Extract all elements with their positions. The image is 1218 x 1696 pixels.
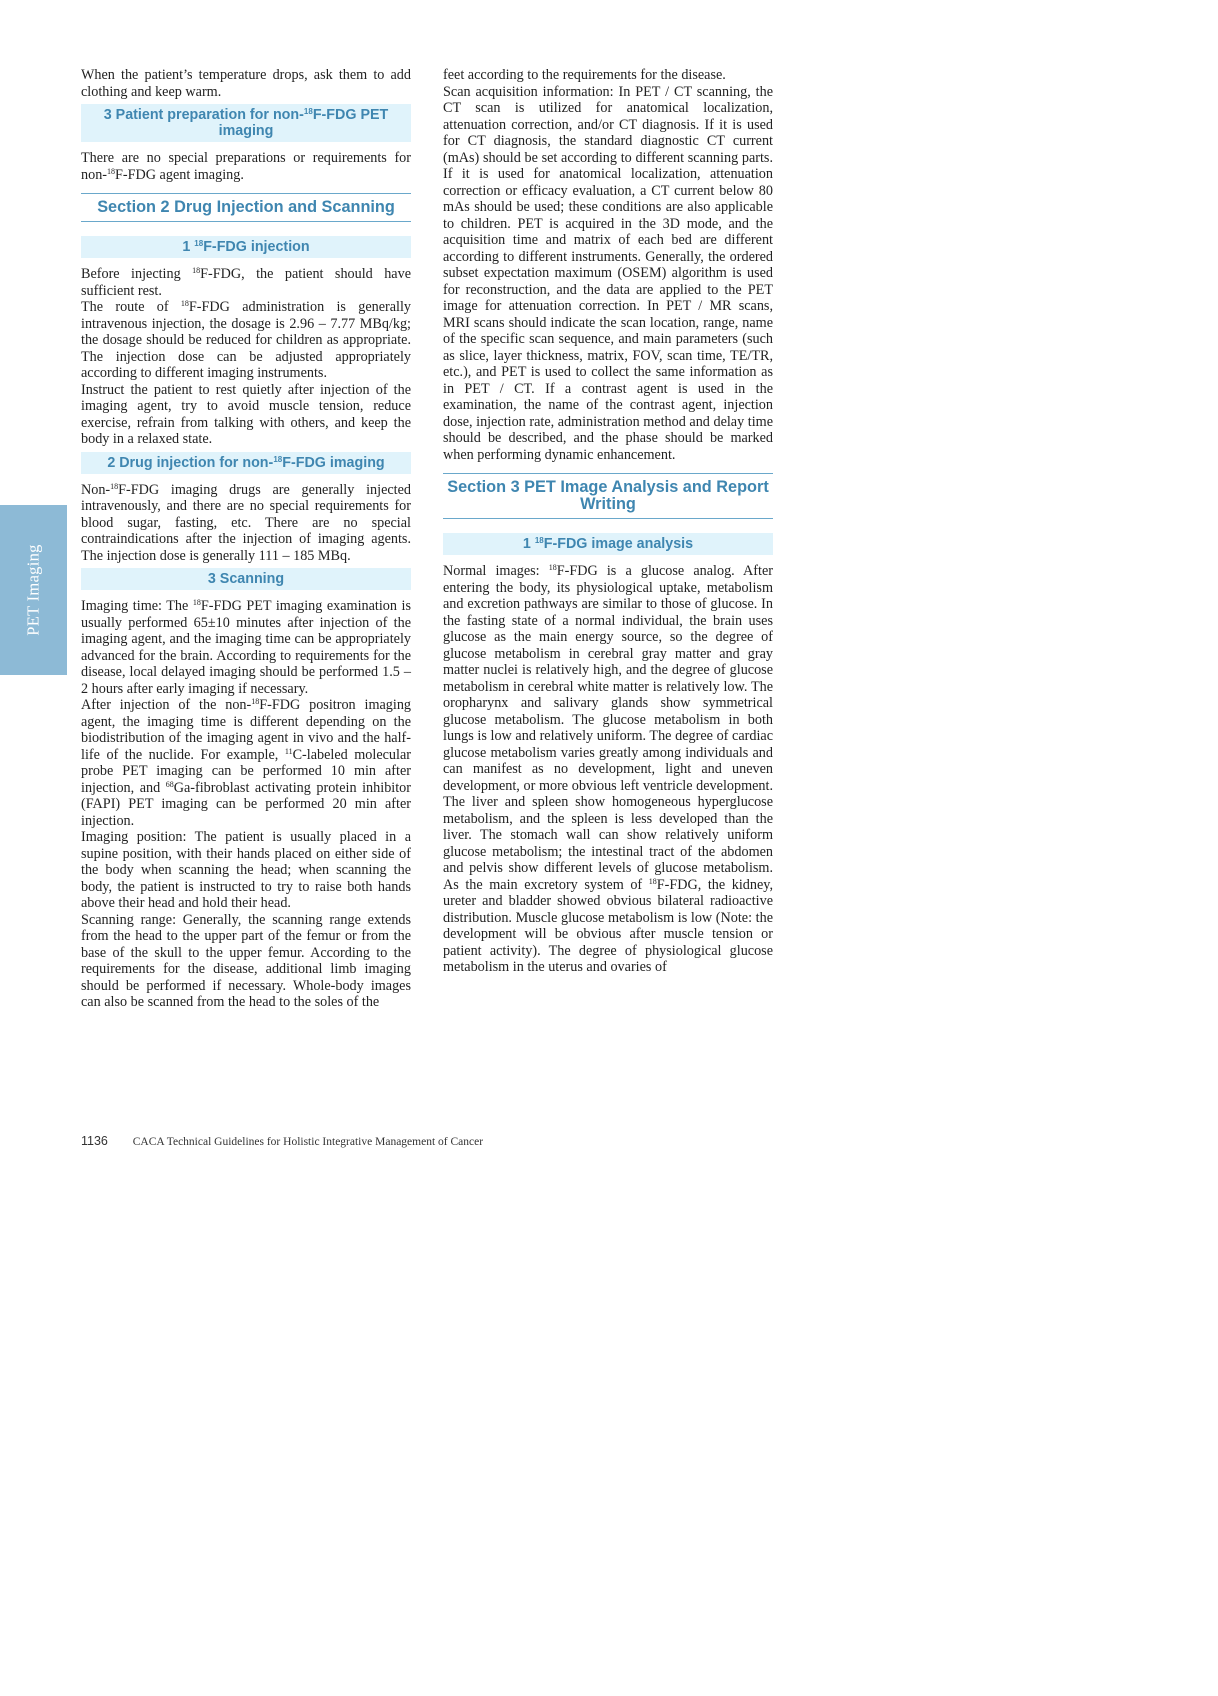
paragraph-instruct: Instruct the patient to rest quietly after injection of the imaging agent, try to avoid muscle tension, reduce exercise, refrain from talking with others, and keep the body in a relaxed state. [81,381,411,447]
subheading-scanning: 3 Scanning [81,568,411,590]
side-tab-label: PET Imaging [23,544,43,636]
paragraph-imaging-position: Imaging position: The patient is usually placed in a supine position, with their hands placed on either side of the body when scanning the head; when scanning the body, the patient is instructed to try to raise both hands above their head and hold their head. [81,829,411,911]
paragraph-feet: feet according to the requirements for the disease. [443,67,726,83]
paragraph-non-fdg-drugs: Non-$^{18}$F-FDG imaging drugs are generally injected intravenously, and there are no special requirements for blood sugar, fasting, etc. There are no special contraindications after the injection of imaging agents. The injection dose is generally 111 – 185 MBq. [81,481,411,564]
paragraph-after-injection: After injection of the non-$^{18}$F-FDG positron imaging agent, the imaging time is different depending on the biodistribution of the imaging agent in vivo and the half-life of the nuclide. For example, $^{11}$C-labeled molecular probe PET imaging can be performed 10 min after injection, and $^{68}$Ga-fibroblast activating protein inhibitor (FAPI) PET imaging can be performed 20 min after injection. [81,697,412,829]
subheading-drug-injection: 2 Drug injection for non-$^{18}$F-FDG imaging [81,452,411,474]
paragraph-scanning-range: Scanning range: Generally, the scanning range extends from the head to the upper part of the femur or from the base of the skull to the upper femur. According to the requirements for the disease, additional limb imaging should be performed if necessary. Whole-body images can also be scanned from the head to the soles of the [81,911,411,1010]
paragraph-route: The route of $^{18}$F-FDG administration is generally intravenous injection, the dosage is 2.96 – 7.77 MBq/kg; the dosage should be reduced for children as appropriate. The injection dose can be adjusted appropriately according to different imaging instruments. [81,299,412,381]
section-heading-drug-injection: Section 2 Drug Injection and Scanning [81,193,411,222]
right-column [443,67,773,976]
left-column [81,67,411,1011]
paragraph-preparation: There are no special preparations or requirements for non-$^{18}$F-FDG agent imaging. [81,150,411,183]
page-footer [81,1134,483,1148]
subheading-fdg-injection: 1 $^{18}$F-FDG injection [81,236,411,258]
section-heading-image-analysis: Section 3 PET Image Analysis and Report Writing [443,473,773,519]
footer-title: CACA Technical Guidelines for Holistic Integrative Management of Cancer [132,1136,484,1148]
paragraph-scan-acquisition: Scan acquisition information: In PET / CT scanning, the CT scan is utilized for anatomical localization, attenuation correction, and/or CT diagnosis. If it is used for CT diagnosis, the standard diagnostic CT current (mAs) should be set according to different scanning parts. If it is used for anatomical localization, attenuation correction or efficacy evaluation, a CT current below 80 mAs should be used; these conditions are also applicable to children. PET is acquired in the 3D mode, and the acquisition time and matrix of each bed are different according to different instruments. Generally, the ordered subset expectation maximum (OSEM) algorithm is used for reconstruction, and the data are applied to the PET image for attenuation correction. In PET / MR scans, MRI scans should indicate the scan location, range, name of the specific scan sequence, and main parameters (such as slice, layer thickness, matrix, FOV, scan time, TE/TR, etc.), and PET is used to collect the same information as in PET / CT. If a contrast agent is used in the examination, the name of the contrast agent, injection dose, injection rate, administration method and delay time should be described, and the phase should be marked when performing dynamic enhancement. [443,83,773,463]
subheading-patient-preparation: 3 Patient preparation for non-$^{18}$F-FDG PET imaging [81,104,411,142]
subheading-fdg-image-analysis: 1 $^{18}$F-FDG image analysis [443,533,773,555]
section-side-tab [0,505,67,675]
paragraph-temperature: When the patient’s temperature drops, ask them to add clothing and keep warm. [81,67,411,100]
paragraph-normal-images: Normal images: $^{18}$F-FDG is a glucose analog. After entering the body, its physiological uptake, metabolism and excretion pathways are similar to those of glucose. In the fasting state of a normal individual, the brain uses glucose as the main energy source, so the degree of glucose metabolism in cerebral gray matter and gray matter nuclei is relatively high, and the degree of glucose metabolism in cerebral white matter is relatively low. The oropharynx and salivary glands show symmetrical glucose metabolism. The glucose metabolism in both lungs is low and relatively uniform. The degree of cardiac glucose metabolism varies greatly among individuals and can manifest as no development, light and uneven development, or more obvious left ventricle development. The liver and spleen show homogeneous hyperglucose metabolism, and the spleen is less developed than the liver. The stomach wall can show relatively uniform glucose metabolism; the intestinal tract of the abdomen and pelvis show different levels of glucose metabolism. As the main excretory system of $^{18}$F-FDG, the kidney, ureter and bladder showed obvious bilateral radioactive distribution. Muscle glucose metabolism is low (Note: the development will be obvious after muscle tension or patient activity). The degree of physiological glucose metabolism in the uterus and ovaries of [443,563,773,975]
paragraph-rest: Before injecting $^{18}$F-FDG, the patient should have sufficient rest. [81,266,411,299]
page-number: 1136 [81,1134,108,1148]
paragraph-imaging-time: Imaging time: The $^{18}$F-FDG PET imaging examination is usually performed 65±10 minutes after injection of the imaging agent, and the imaging time can be appropriately advanced for the brain. According to requirements for the disease, local delayed imaging should be performed 1.5 – 2 hours after early imaging if necessary. [81,598,411,697]
